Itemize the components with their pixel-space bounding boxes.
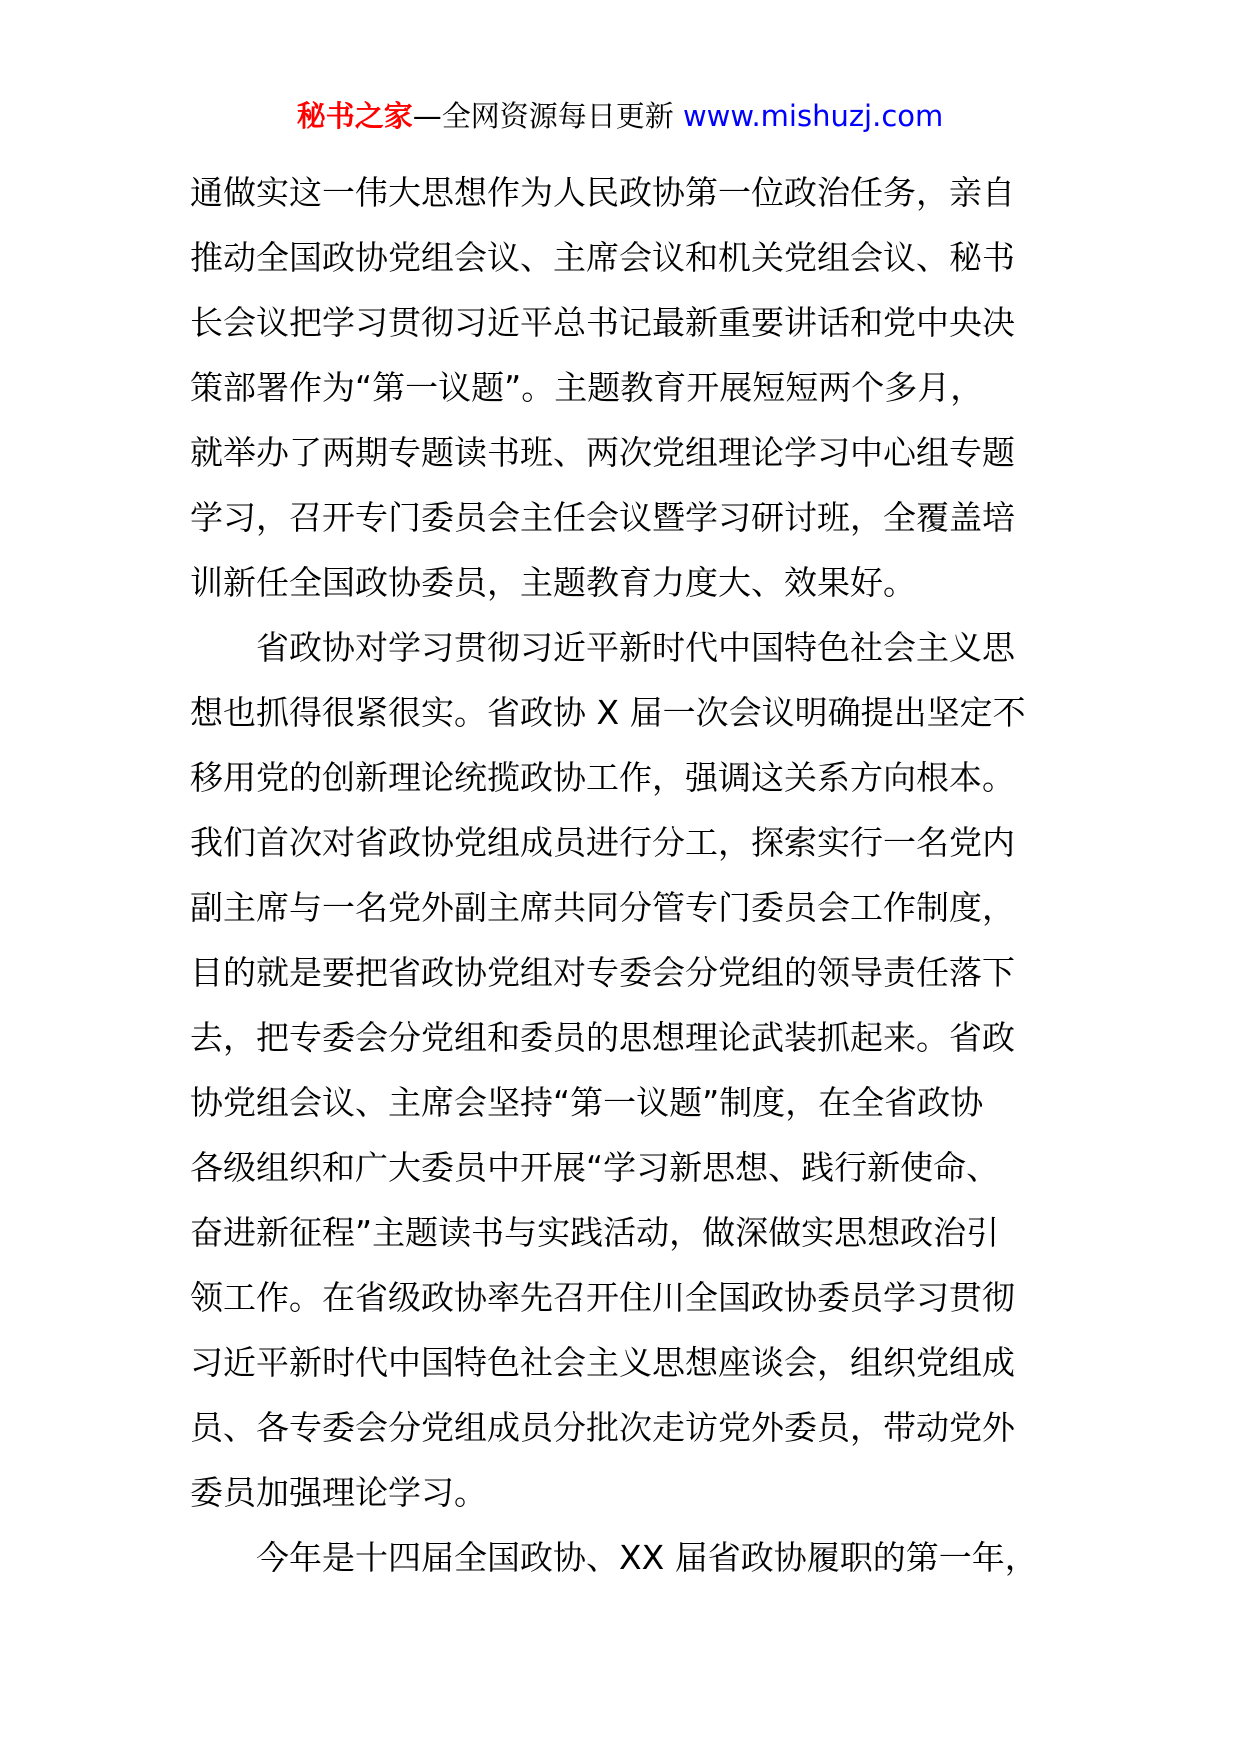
text-line: 训新任全国政协委员，主题教育力度大、效果好。 bbox=[190, 563, 916, 602]
text-line: 奋进新征程”主题读书与实践活动，做深做实思想政治引 bbox=[190, 1213, 1000, 1252]
text-line: 习近平新时代中国特色社会主义思想座谈会，组织党组成 bbox=[190, 1343, 1015, 1382]
site-header bbox=[0, 96, 1240, 136]
text-line: 推动全国政协党组会议、主席会议和机关党组会议、秘书 bbox=[190, 238, 1015, 277]
text-line: 通做实这一伟大思想作为人民政协第一位政治任务，亲自 bbox=[190, 173, 1015, 212]
site-slogan: —全网资源每日更新 bbox=[412, 99, 674, 133]
text-line: 目的就是要把省政协党组对专委会分党组的领导责任落下 bbox=[190, 953, 1015, 992]
text-line: 协党组会议、主席会坚持“第一议题”制度，在全省政协 bbox=[190, 1083, 984, 1122]
text-line: 各级组织和广大委员中开展“学习新思想、践行新使命、 bbox=[190, 1148, 1000, 1187]
text-line: 学习，召开专门委员会主任会议暨学习研讨班，全覆盖培 bbox=[190, 498, 1015, 537]
text-line: 领工作。在省级政协率先召开住川全国政协委员学习贯彻 bbox=[190, 1278, 1015, 1317]
text-line: 想也抓得很紧很实。省政协 X 届一次会议明确提出坚定不 bbox=[190, 693, 1026, 732]
text-line: 策部署作为“第一议题”。主题教育开展短短两个多月， bbox=[190, 368, 984, 407]
paragraph-first-line: 今年是十四届全国政协、XX 届省政协履职的第一年， bbox=[256, 1538, 1038, 1577]
site-brand: 秘书之家 bbox=[296, 99, 413, 133]
text-line: 我们首次对省政协党组成员进行分工，探索实行一名党内 bbox=[190, 823, 1015, 862]
text-line: 员、各专委会分党组成员分批次走访党外委员，带动党外 bbox=[190, 1408, 1015, 1447]
text-line: 就举办了两期专题读书班、两次党组理论学习中心组专题 bbox=[190, 433, 1015, 472]
document-body bbox=[190, 160, 1060, 1590]
paragraph-first-line: 省政协对学习贯彻习近平新时代中国特色社会主义思 bbox=[256, 628, 1015, 667]
text-line: 移用党的创新理论统揽政协工作，强调这关系方向根本。 bbox=[190, 758, 1015, 797]
text-line: 长会议把学习贯彻习近平总书记最新重要讲话和党中央决 bbox=[190, 303, 1015, 342]
text-line: 去，把专委会分党组和委员的思想理论武装抓起来。省政 bbox=[190, 1018, 1015, 1057]
text-line: 委员加强理论学习。 bbox=[190, 1473, 487, 1512]
text-line: 副主席与一名党外副主席共同分管专门委员会工作制度， bbox=[190, 888, 1015, 927]
site-url-link[interactable]: www.mishuzj.com bbox=[682, 99, 944, 133]
